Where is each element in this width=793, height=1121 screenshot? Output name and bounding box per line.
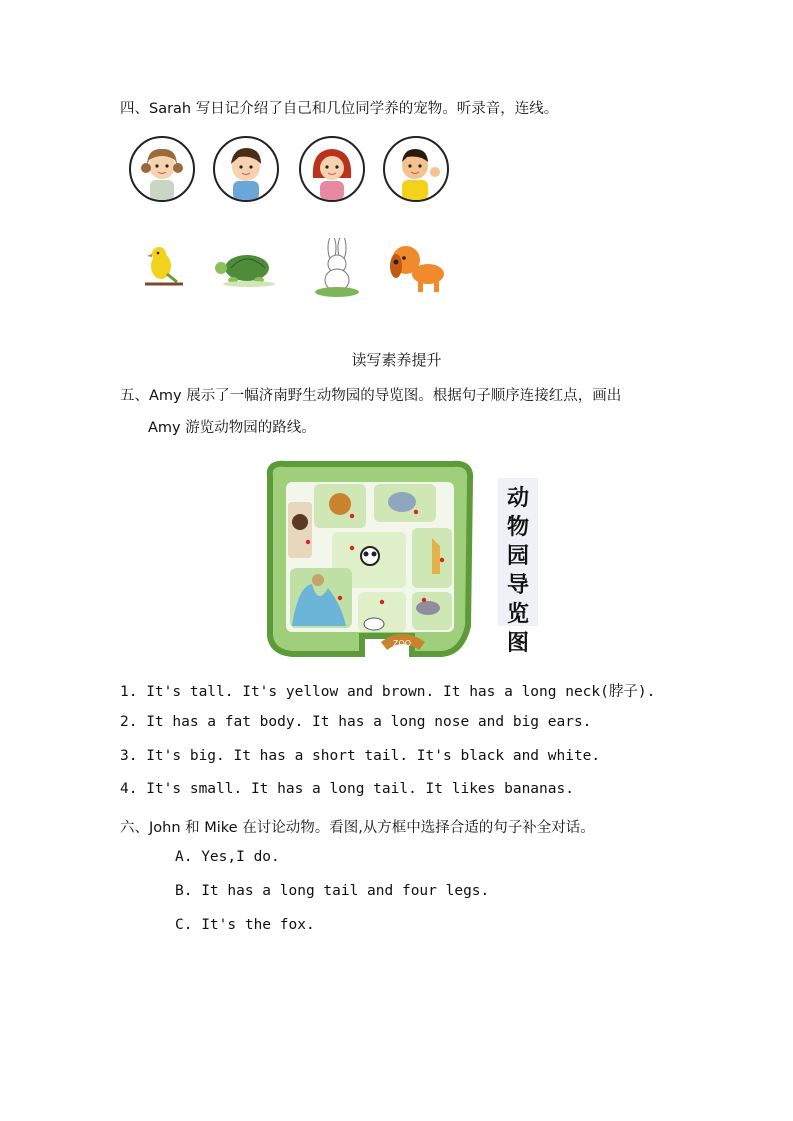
- option-c: C. It's the fox.: [175, 917, 315, 933]
- boy-waving-avatar: [383, 136, 449, 202]
- question-5-instruction: 五、Amy 展示了一幅济南野生动物园的导览图。根据句子顺序连接红点，画出: [120, 388, 622, 404]
- bird-icon: [137, 238, 207, 298]
- turtle-icon: [211, 238, 281, 298]
- sentence-3: 3. It's big. It has a short tail. It's black and white.: [120, 748, 601, 764]
- sentence-2: 2. It has a fat body. It has a long nose and big ears.: [120, 714, 592, 730]
- option-a: A. Yes,I do.: [175, 849, 280, 865]
- girl-avatar: [129, 136, 195, 202]
- boy-avatar: [213, 136, 279, 202]
- sentence-4: 4. It's small. It has a long tail. It likes bananas.: [120, 781, 574, 797]
- question-4-instruction: 四、Sarah 写日记介绍了自己和几位同学养的宠物。听录音，连线。: [120, 101, 559, 117]
- dog-icon: [384, 238, 454, 298]
- rabbit-icon: [302, 238, 372, 298]
- option-b: B. It has a long tail and four legs.: [175, 883, 490, 899]
- girl-red-hair-avatar: [299, 136, 365, 202]
- section-title: 读写素养提升: [351, 351, 442, 369]
- zoo-sign: ZOO: [393, 639, 412, 648]
- question-5-instruction-cont: Amy 游览动物园的路线。: [148, 420, 316, 436]
- zoo-map-vertical-title: 动物园导览图: [506, 485, 529, 656]
- zoo-map: [262, 456, 540, 662]
- question-6-instruction: 六、John 和 Mike 在讨论动物。看图,从方框中选择合适的句子补全对话。: [120, 820, 595, 836]
- sentence-1: 1. It's tall. It's yellow and brown. It has a long neck(脖子).: [120, 684, 656, 700]
